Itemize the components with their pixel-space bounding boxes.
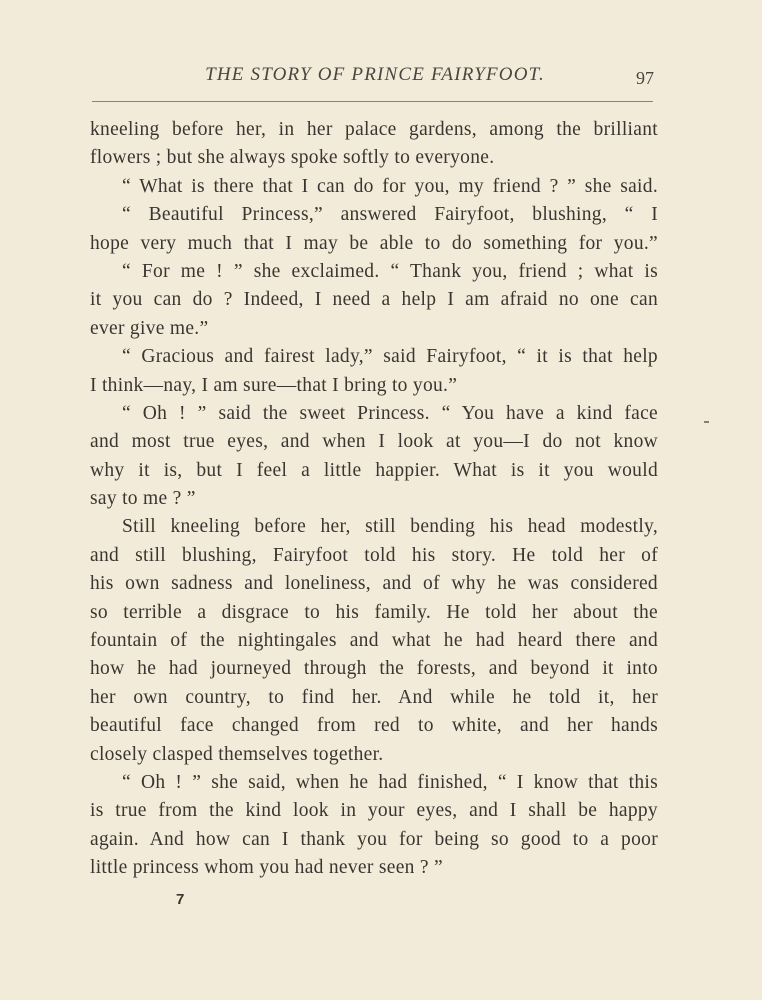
- text-line: beautiful face changed from red to white, and her hands: [90, 715, 658, 737]
- text-line: again. And how can I thank you for being so good to a poor: [90, 828, 658, 850]
- text-line: why it is, but I feel a little happier. What is it you would: [90, 459, 658, 481]
- text-line: “ What is there that I can do for you, my friend ? ” she said.: [122, 175, 658, 197]
- page-number: 97: [636, 68, 654, 88]
- text-line: is true from the kind look in your eyes, and I shall be happy: [90, 800, 658, 822]
- text-line: flowers ; but she always spoke softly to everyone.: [90, 147, 495, 169]
- text-line: say to me ? ”: [90, 488, 196, 510]
- text-line: and most true eyes, and when I look at you—I do not know: [90, 431, 658, 453]
- header-rule: [92, 101, 653, 102]
- margin-mark: [704, 421, 709, 423]
- text-line: how he had journeyed through the forests, and beyond it into: [90, 658, 658, 680]
- running-head: [90, 62, 660, 98]
- text-line: her own country, to find her. And while he told it, her: [90, 686, 658, 708]
- text-line: closely clasped themselves together.: [90, 743, 384, 765]
- text-line: so terrible a disgrace to his family. He told her about the: [90, 601, 658, 623]
- text-line: “ Oh ! ” she said, when he had finished, “ I know that this: [122, 771, 658, 793]
- running-title: THE STORY OF PRINCE FAIRYFOOT.: [205, 64, 545, 85]
- text-line: it you can do ? Indeed, I need a help I am afraid no one can: [90, 289, 658, 311]
- text-line: and still blushing, Fairyfoot told his story. He told her of: [90, 544, 658, 566]
- text-line: ever give me.”: [90, 317, 209, 339]
- text-line: fountain of the nightingales and what he had heard there and: [90, 630, 658, 652]
- text-line: “ Oh ! ” said the sweet Princess. “ You have a kind face: [122, 402, 658, 424]
- signature-mark: 7: [176, 891, 185, 908]
- body-text: [90, 116, 658, 883]
- text-line: hope very much that I may be able to do something for you.”: [90, 232, 658, 254]
- text-line: “ Gracious and fairest lady,” said Fairyfoot, “ it is that help: [122, 346, 658, 368]
- text-line: I think—nay, I am sure—that I bring to you.”: [90, 374, 458, 396]
- text-line: his own sadness and loneliness, and of why he was considered: [90, 573, 658, 595]
- text-line: Still kneeling before her, still bending his head modestly,: [122, 516, 658, 538]
- text-line: “ For me ! ” she exclaimed. “ Thank you, friend ; what is: [122, 260, 658, 282]
- text-line: “ Beautiful Princess,” answered Fairyfoot, blushing, “ I: [122, 204, 658, 226]
- text-line: little princess whom you had never seen ? ”: [90, 857, 443, 879]
- text-line: kneeling before her, in her palace gardens, among the brilliant: [90, 119, 658, 140]
